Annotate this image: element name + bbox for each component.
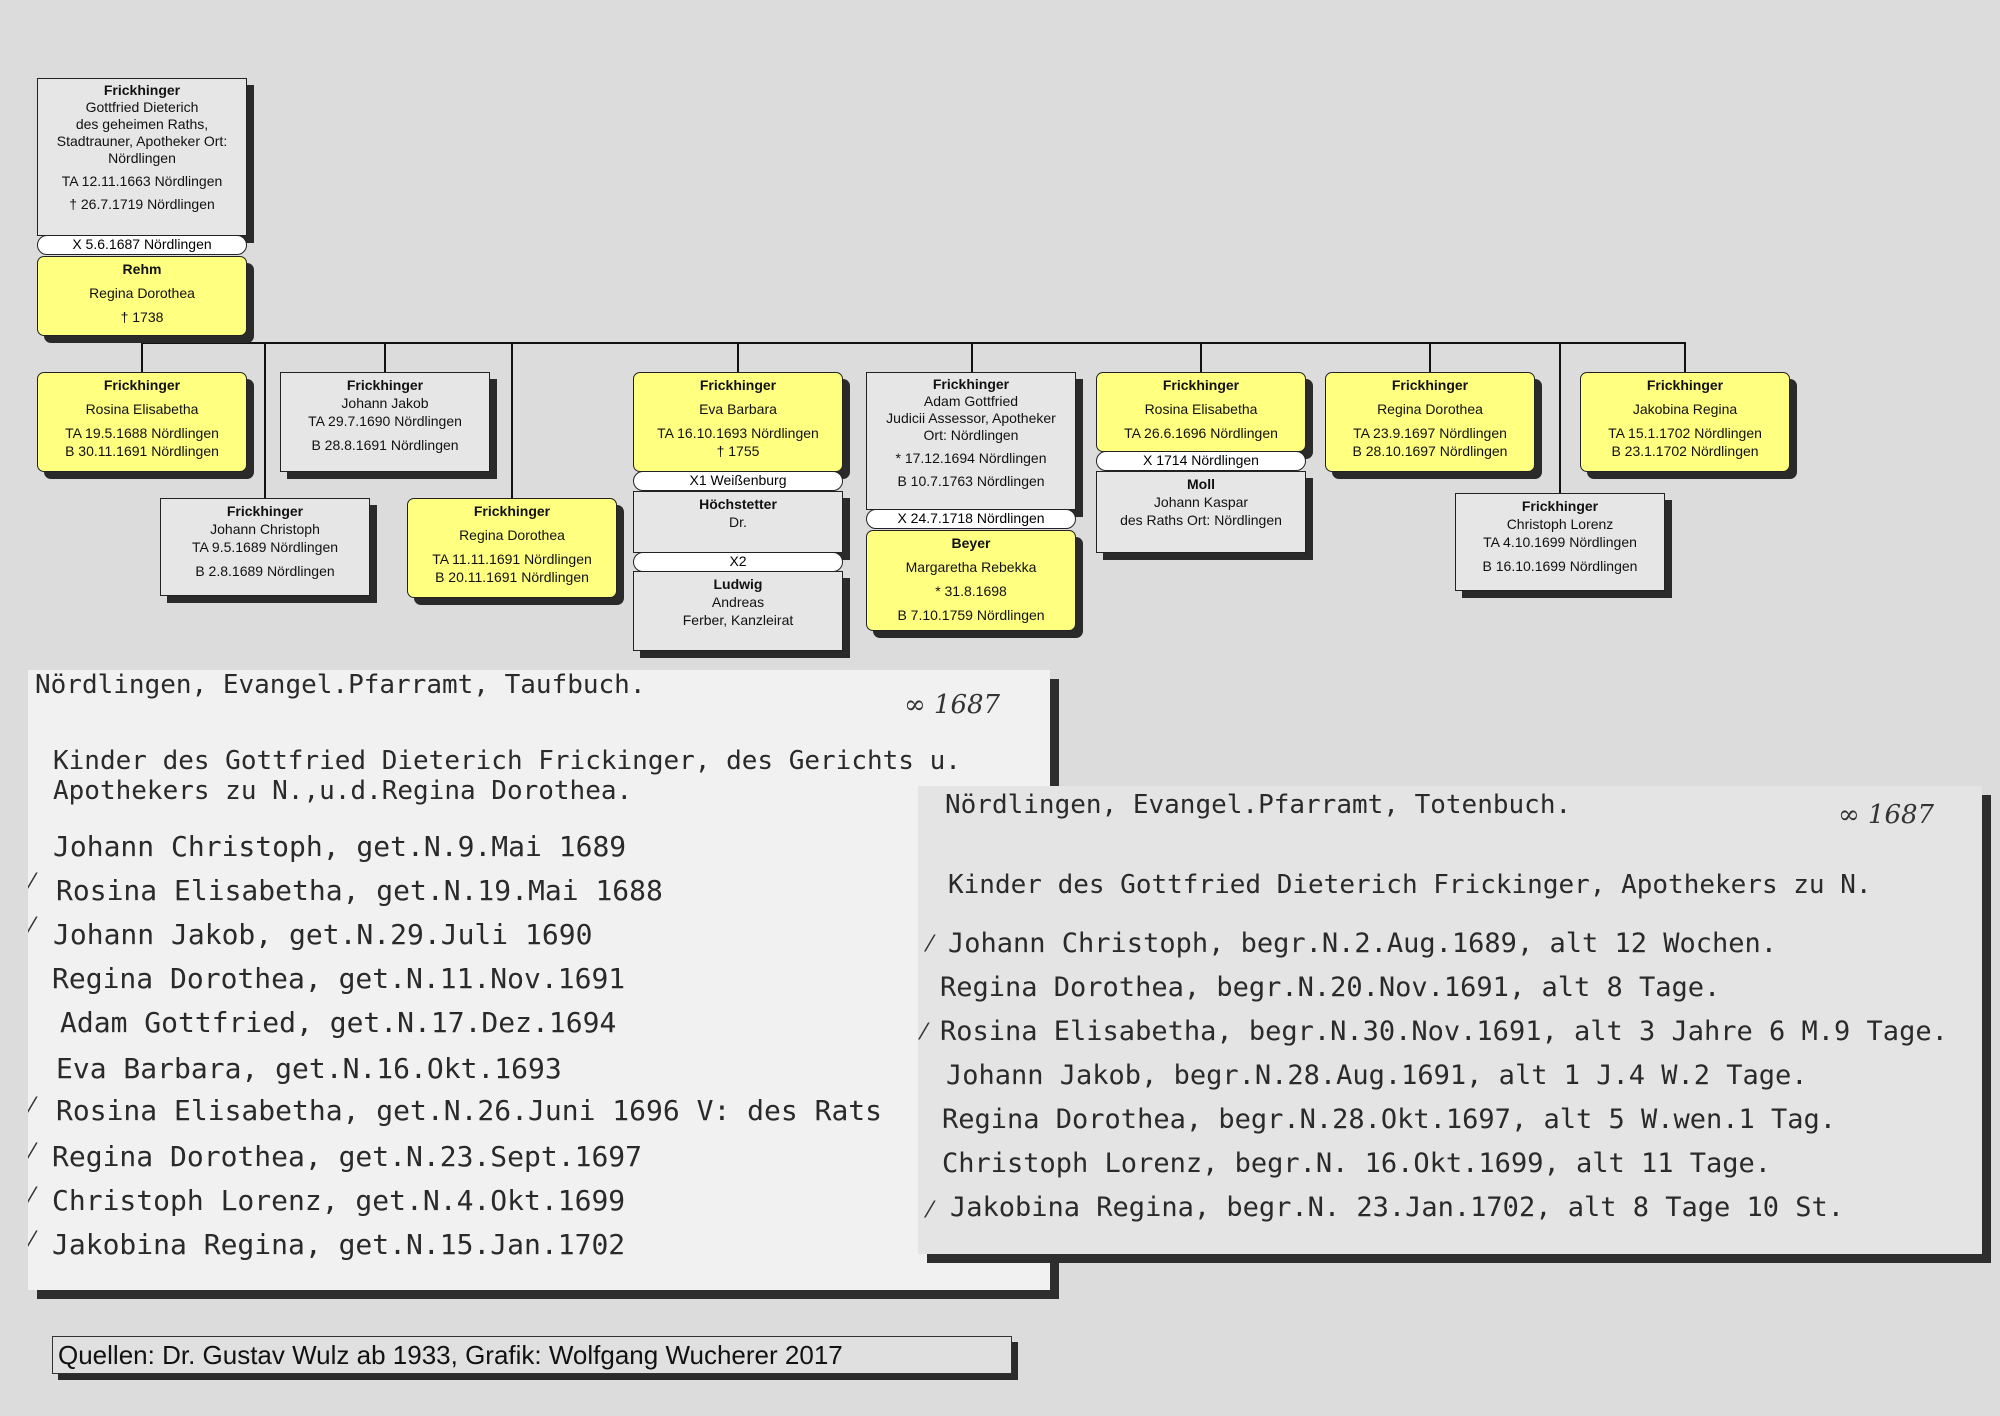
child-name: Johann Christoph [210,521,320,537]
child-date: B 2.8.1689 Nördlingen [195,563,335,579]
child-date: B 10.7.1763 Nördlingen [897,473,1045,489]
adam-spouse[interactable] [866,530,1076,631]
child-date: B 16.10.1699 Nördlingen [1482,558,1638,574]
taufbuch-entry: Regina Dorothea, get.N.23.Sept.1697 [52,1140,643,1173]
spouse-name: Margaretha Rebekka [905,559,1037,575]
taufbuch-entry: Adam Gottfried, get.N.17.Dez.1694 [60,1006,617,1039]
mother-box[interactable] [37,256,247,336]
child-date: B 28.10.1697 Nördlingen [1352,443,1508,459]
child-date: B 20.11.1691 Nördlingen [435,569,589,585]
taufbuch-entry: Johann Jakob, get.N.29.Juli 1690 [53,918,593,951]
child-name: Regina Dorothea [1377,401,1483,417]
spouse-burial: B 7.10.1759 Nördlingen [897,607,1045,623]
connector-drop-7 [1200,342,1202,372]
taufbuch-intro: Apothekers zu N.,u.d.Regina Dorothea. [53,776,633,806]
child-date: TA 23.9.1697 Nördlingen [1353,425,1507,441]
taufbuch-entry: Rosina Elisabetha, get.N.26.Juni 1696 V: des Rats [56,1094,883,1127]
child-surname: Frickhinger [1162,377,1240,393]
child-date: TA 11.11.1691 Nördlingen [432,551,592,567]
source-caption: Quellen: Dr. Gustav Wulz ab 1933, Grafik: Wolfgang Wucherer 2017 [52,1336,1012,1374]
child-name: Jakobina Regina [1632,401,1738,417]
spouse-title: Dr. [729,514,747,530]
spouse-name: Johann Kaspar [1153,494,1249,510]
child-rosina-elisabetha-1696[interactable] [1096,372,1306,452]
check-mark-icon: ⁄ [30,870,34,895]
spouse-name: Andreas [711,594,765,610]
connector-drop-5 [737,342,739,372]
connector-drop-8 [1429,342,1431,372]
child-name: Adam Gottfried [923,393,1019,409]
totenbuch-entry: Rosina Elisabetha, begr.N.30.Nov.1691, alt 3 Jahre 6 M.9 Tage. [940,1016,1948,1047]
child-date: B 30.11.1691 Nördlingen [65,443,219,459]
check-mark-icon: ⁄ [928,932,932,957]
adam-marriage: X 24.7.1718 Nördlingen [866,509,1076,529]
totenbuch-entry: Jakobina Regina, begr.N. 23.Jan.1702, alt 8 Tage 10 St. [950,1192,1845,1223]
child-christoph-lorenz[interactable] [1455,493,1665,591]
spouse-surname: Beyer [951,535,991,551]
connector-drop-1 [141,342,143,372]
taufbuch-entry: Jakobina Regina, get.N.15.Jan.1702 [52,1228,626,1261]
mother-name: Regina Dorothea [89,285,195,301]
spouse-surname: Höchstetter [699,496,777,512]
totenbuch-entry: Johann Jakob, begr.N.28.Aug.1691, alt 1 J.4 W.2 Tage. [946,1060,1808,1091]
child-johann-jakob[interactable] [280,372,490,472]
taufbuch-entry: Johann Christoph, get.N.9.Mai 1689 [53,830,627,863]
check-mark-icon: ⁄ [30,1094,34,1119]
child-surname: Frickhinger [473,503,551,519]
child-jakobina-regina[interactable] [1580,372,1790,472]
father-line: Gottfried Dieterich [85,99,199,115]
child-date: B 28.8.1691 Nördlingen [311,437,459,453]
child-date: TA 15.1.1702 Nördlingen [1608,425,1762,441]
child-date: TA 26.6.1696 Nördlingen [1124,425,1278,441]
child-johann-christoph[interactable] [160,498,370,596]
taufbuch-entry: Rosina Elisabetha, get.N.19.Mai 1688 [56,874,663,907]
rosina-spouse[interactable] [1096,471,1306,553]
child-surname: Frickhinger [932,376,1010,392]
eva-spouse-2[interactable] [633,571,843,651]
connector-drop-6 [971,342,973,372]
spouse-birth: * 31.8.1698 [935,583,1007,599]
check-mark-icon: ⁄ [30,1184,34,1209]
child-regina-dorothea-1691[interactable] [407,498,617,598]
child-date: TA 19.5.1688 Nördlingen [65,425,219,441]
eva-spouse-1[interactable] [633,491,843,553]
totenbuch-entry: Regina Dorothea, begr.N.20.Nov.1691, alt 8 Tage. [940,972,1721,1003]
child-occupation: Judicii Assessor, Apotheker [886,410,1056,426]
check-mark-icon: ⁄ [30,1228,34,1253]
child-death: † 1755 [716,443,760,459]
child-surname: Frickhinger [699,377,777,393]
connector-drop-10 [1684,342,1686,372]
child-date: * 17.12.1694 Nördlingen [895,450,1047,466]
child-date: TA 16.10.1693 Nördlingen [657,425,819,441]
check-mark-icon: ⁄ [922,1020,926,1045]
taufbuch-entry: Eva Barbara, get.N.16.Okt.1693 [56,1052,562,1085]
father-line: des geheimen Raths, [75,116,209,132]
child-date: TA 9.5.1689 Nördlingen [191,539,339,555]
totenbuch-entry: Johann Christoph, begr.N.2.Aug.1689, alt 12 Wochen. [948,928,1778,959]
eva-marriage-2: X2 [633,552,843,572]
child-name: Christoph Lorenz [1506,516,1614,532]
check-mark-icon: ⁄ [30,914,34,939]
child-surname: Frickhinger [1521,498,1599,514]
child-rosina-elisabetha-1688[interactable] [37,372,247,472]
mother-death: † 1738 [120,309,164,325]
connector-drop-4 [511,342,513,498]
child-date: TA 29.7.1690 Nördlingen [308,413,462,429]
taufbuch-note: ∞ 1687 [904,690,1001,720]
taufbuch-card [28,670,1050,1290]
check-mark-icon: ⁄ [928,1198,932,1223]
spouse-surname: Moll [1187,476,1215,492]
spouse-title: des Raths Ort: Nördlingen [1120,512,1282,528]
taufbuch-intro: Kinder des Gottfried Dieterich Frickinger, des Gerichts u. [53,746,961,776]
father-line: Nördlingen [108,150,176,166]
eva-marriage-1: X1 Weißenburg [633,471,843,491]
connector-drop-3 [384,342,386,372]
mother-surname: Rehm [122,261,162,277]
child-name: Eva Barbara [699,401,777,417]
totenbuch-note: ∞ 1687 [1838,800,1935,830]
father-surname: Frickhinger [103,82,181,98]
connector-drop-2 [264,342,266,498]
child-name: Rosina Elisabetha [1144,401,1258,417]
taufbuch-entry: Christoph Lorenz, get.N.4.Okt.1699 [52,1184,626,1217]
spouse-occupation: Ferber, Kanzleirat [682,612,794,628]
child-surname: Frickhinger [1646,377,1724,393]
totenbuch-heading: Nördlingen, Evangel.Pfarramt, Totenbuch. [945,790,1572,820]
rosina-marriage: X 1714 Nördlingen [1096,451,1306,471]
child-surname: Frickhinger [103,377,181,393]
father-box[interactable] [37,78,247,236]
child-regina-dorothea-1697[interactable] [1325,372,1535,472]
taufbuch-heading: Nördlingen, Evangel.Pfarramt, Taufbuch. [35,670,646,700]
child-surname: Frickhinger [226,503,304,519]
child-eva-barbara[interactable] [633,372,843,472]
father-line: Stadtrauner, Apotheker Ort: [56,133,228,149]
connector-horizontal-bar [141,342,1684,344]
child-place: Ort: Nördlingen [923,427,1019,443]
connector-drop-9 [1559,342,1561,494]
check-mark-icon: ⁄ [30,1140,34,1165]
child-name: Regina Dorothea [459,527,565,543]
taufbuch-entry: Regina Dorothea, get.N.11.Nov.1691 [52,962,626,995]
child-name: Johann Jakob [341,395,429,411]
child-surname: Frickhinger [346,377,424,393]
child-adam-gottfried[interactable] [866,372,1076,510]
father-death: † 26.7.1719 Nördlingen [69,196,215,212]
parents-marriage: X 5.6.1687 Nördlingen [37,235,247,255]
child-name: Rosina Elisabetha [85,401,199,417]
totenbuch-intro: Kinder des Gottfried Dieterich Frickinger, Apothekers zu N. [948,870,1872,900]
spouse-surname: Ludwig [713,576,763,592]
child-date: TA 4.10.1699 Nördlingen [1483,534,1637,550]
totenbuch-entry: Regina Dorothea, begr.N.28.Okt.1697, alt 5 W.wen.1 Tag. [942,1104,1837,1135]
totenbuch-card [918,786,1982,1254]
father-baptism: TA 12.11.1663 Nördlingen [61,173,223,189]
child-surname: Frickhinger [1391,377,1469,393]
child-date: B 23.1.1702 Nördlingen [1611,443,1759,459]
totenbuch-entry: Christoph Lorenz, begr.N. 16.Okt.1699, alt 11 Tage. [942,1148,1772,1179]
